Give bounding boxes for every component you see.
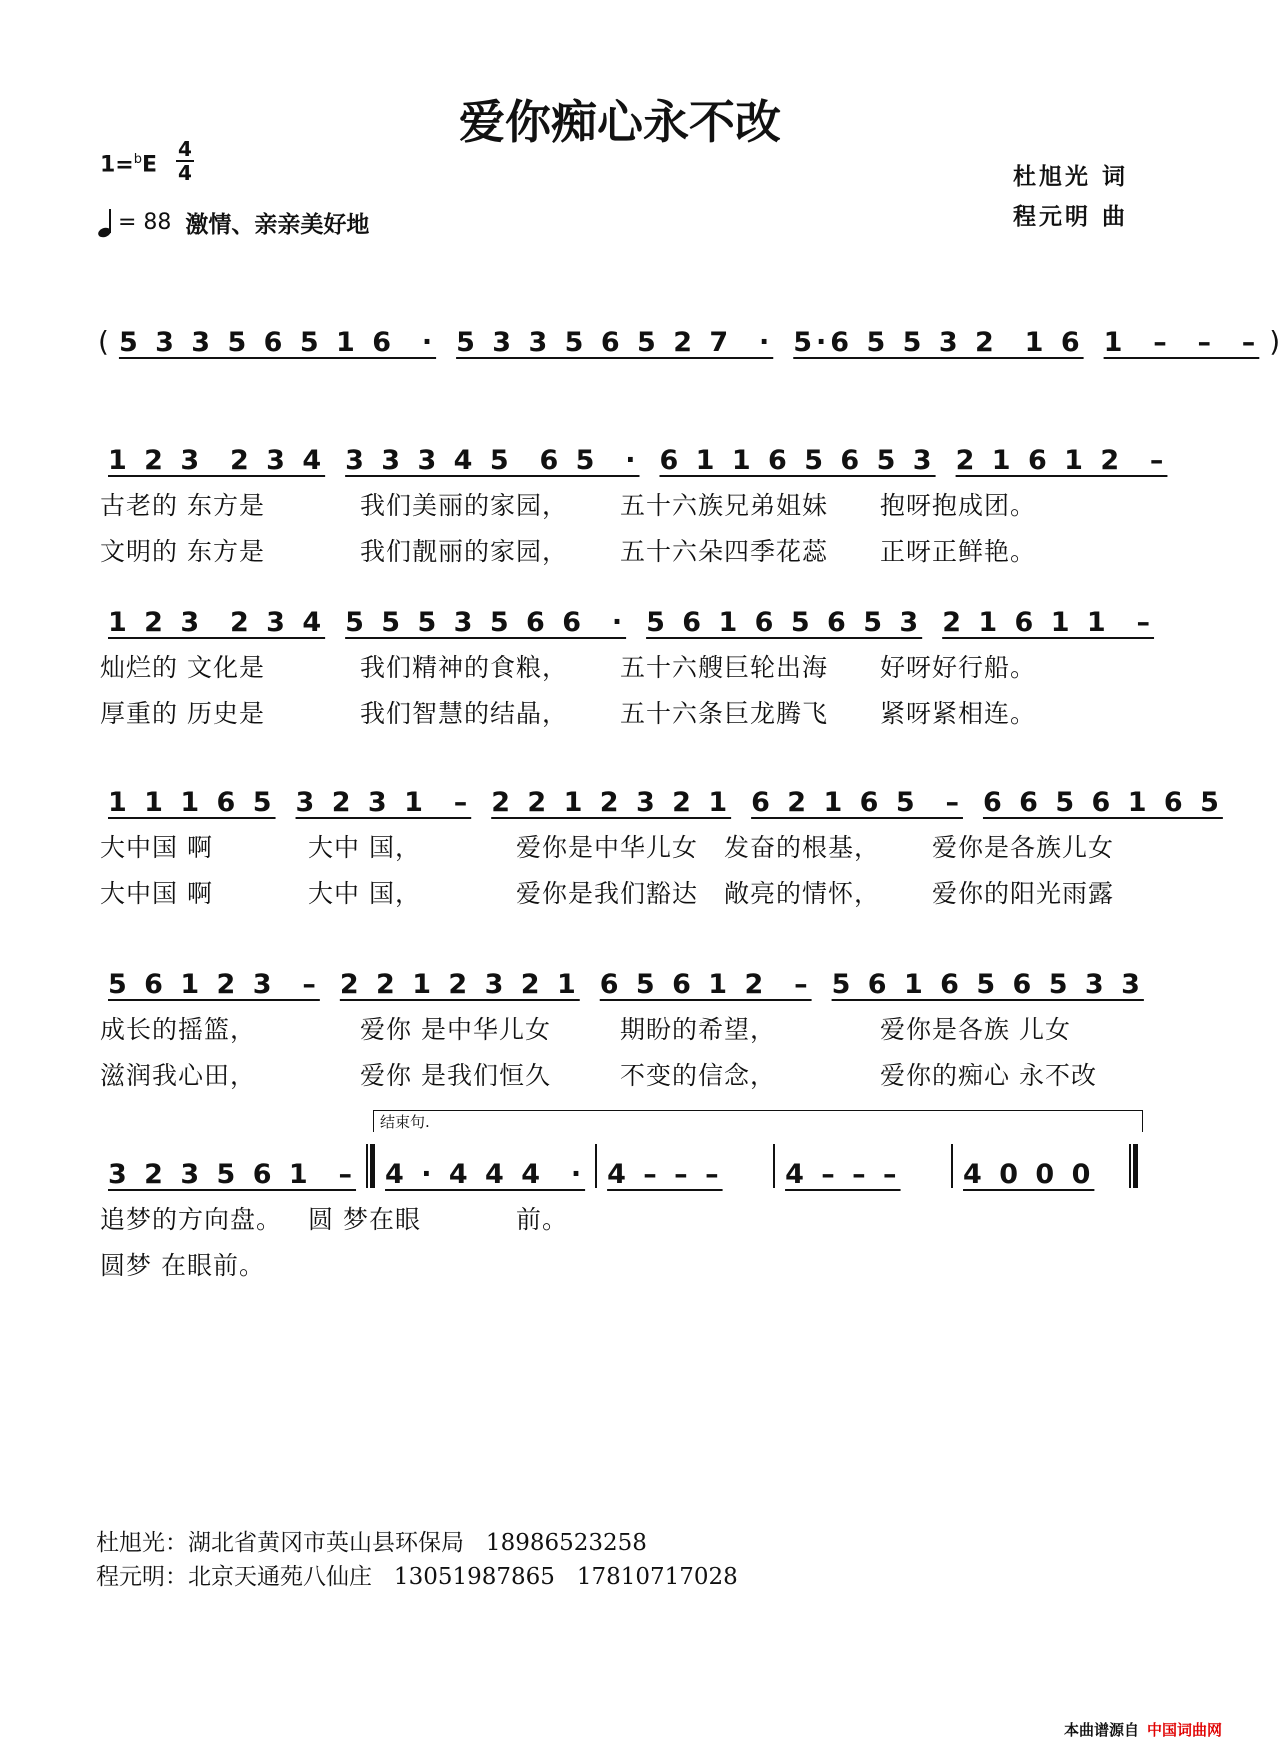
lyrics-row [98, 1010, 1138, 1046]
note-sequence: 5·6 5 5 3 2 1 6 [793, 327, 1084, 358]
lyric-text: 我们美丽的家园， [360, 491, 569, 520]
measure [953, 1159, 1129, 1190]
lyric-text: 抱呀抱成团。 [880, 491, 1037, 520]
measure [446, 327, 783, 358]
measure [98, 1159, 366, 1190]
lyricist-credit: 杜旭光 词 [1012, 163, 1128, 190]
note-sequence: 1 2 3 2 3 4 [108, 445, 326, 476]
lyric-text: 爱你是我们豁达 [516, 879, 699, 908]
lyric-text: 我们精神的食粮， [360, 653, 569, 682]
lyric-text: 大中国 啊 [100, 879, 213, 908]
lyric-text: 五十六条巨龙腾飞 [620, 699, 829, 728]
measure [98, 969, 330, 1000]
measure [481, 787, 741, 818]
note-sequence: 2 1 6 1 2 – [955, 445, 1168, 476]
contact-line: 程元明：北京天通苑八仙庄 13051987865 17810717028 [96, 1564, 738, 1590]
measure [335, 445, 649, 476]
measure [932, 607, 1164, 638]
score-system [98, 300, 1280, 358]
note-sequence: 3 2 3 5 6 1 – [108, 1159, 357, 1190]
note-sequence: 6 2 1 6 5 – [751, 787, 963, 818]
measure [783, 327, 1093, 358]
barline [366, 1144, 375, 1188]
lyric-text: 好呀好行船。 [880, 653, 1037, 682]
measure [946, 445, 1178, 476]
time-signature: 4 4 [176, 140, 194, 182]
lyric-text: 期盼的希望， [620, 1015, 777, 1044]
notes-row [98, 1132, 1138, 1190]
note-sequence: 4 – – – [785, 1159, 901, 1190]
measure [650, 445, 946, 476]
lyric-text: 爱你是中华儿女 [516, 833, 699, 862]
measure [636, 607, 932, 638]
note-sequence: 2 2 1 2 3 2 1 [491, 787, 732, 818]
measure [98, 607, 335, 638]
song-title: 爱你痴心永不改 [459, 95, 781, 149]
source-footer: 本曲谱源自 中国词曲网 [1063, 1721, 1222, 1739]
lyric-text [306, 1246, 514, 1282]
lyrics-row [98, 648, 1138, 684]
measure [1094, 327, 1270, 358]
notes-row [98, 580, 1155, 638]
measure [375, 1159, 595, 1190]
composer-credit: 程元明 曲 [1012, 203, 1128, 230]
lyric-text [722, 1200, 930, 1236]
measure [973, 787, 1233, 818]
quarter-note-icon [98, 209, 114, 237]
note-sequence: 1 2 3 2 3 4 [108, 607, 326, 638]
expression-text: 激情、亲亲美好地 [185, 211, 370, 238]
lyrics-row [98, 486, 1138, 522]
lyrics-row [98, 828, 1138, 864]
note-sequence: 4 – – – [607, 1159, 723, 1190]
note-sequence: 2 1 6 1 1 – [942, 607, 1155, 638]
note-sequence: 1 1 1 6 5 [108, 787, 276, 818]
notes-row [98, 760, 1223, 818]
lyric-text: 爱你 是中华儿女 [360, 1015, 551, 1044]
note-sequence: 5 5 5 3 5 6 6 · [345, 607, 627, 638]
notes-row [98, 418, 1168, 476]
note-sequence: 2 2 1 2 3 2 1 [339, 969, 580, 1000]
note-sequence: 4 0 0 0 [963, 1159, 1095, 1190]
lyrics-row [98, 1200, 1138, 1236]
lyric-text: 圆 梦在眼 [308, 1205, 421, 1234]
note-sequence: 6 6 5 6 1 6 5 [982, 787, 1223, 818]
lyric-text: 爱你的阳光雨露 [932, 879, 1115, 908]
lyric-text [930, 1246, 1138, 1282]
lyric-text: 我们智慧的结晶， [360, 699, 569, 728]
measure [109, 327, 446, 358]
lyrics-row [98, 1246, 1138, 1282]
lyric-text: 爱你是各族 儿女 [880, 1015, 1071, 1044]
lyric-text: 五十六族兄弟姐妹 [620, 491, 829, 520]
note-sequence: 3 2 3 1 – [295, 787, 472, 818]
lyric-text [722, 1246, 930, 1282]
lyric-text [930, 1200, 1138, 1236]
note-sequence: 5 6 1 6 5 6 5 3 3 [831, 969, 1144, 1000]
measure [775, 1159, 951, 1190]
lyric-text: 紧呀紧相连。 [880, 699, 1037, 728]
notes-row [98, 942, 1144, 1000]
lyric-text: 不变的信念， [620, 1061, 777, 1090]
measure [597, 1159, 773, 1190]
measure [286, 787, 482, 818]
measure [98, 787, 286, 818]
ending-bracket: 结束句. [373, 1110, 1143, 1132]
lyric-text [514, 1246, 722, 1282]
lyric-text: 五十六朵四季花蕊 [620, 537, 829, 566]
lyric-text: 成长的摇篮， [100, 1015, 257, 1044]
note-sequence: 5 6 1 6 5 6 5 3 [646, 607, 923, 638]
note-sequence: 5 3 3 5 6 5 1 6 · [118, 327, 437, 358]
lyric-text: 前。 [516, 1205, 569, 1234]
measure [330, 969, 590, 1000]
note-sequence: 6 5 6 1 2 – [599, 969, 812, 1000]
score-system [98, 942, 1144, 1092]
lyric-text: 爱你的痴心 永不改 [880, 1061, 1097, 1090]
notes-row: ( 5 3 3 5 6 5 1 6 · 5 3 3 5 6 5 2 7 · 5·6 5 5 3 2 1 6 1 – – – ) [98, 325, 1280, 358]
lyric-text: 我们靓丽的家园， [360, 537, 569, 566]
lyric-text: 大中国 啊 [100, 833, 213, 862]
note-sequence: 6 1 1 6 5 6 5 3 [659, 445, 936, 476]
lyric-text: 敞亮的情怀， [724, 879, 881, 908]
lyric-text: 灿烂的 文化是 [100, 653, 265, 682]
lyric-text: 古老的 东方是 [100, 491, 265, 520]
lyric-text: 追梦的方向盘。 [100, 1205, 283, 1234]
key-signature: 1=$^b$E [100, 152, 158, 178]
lyrics-row [98, 874, 1138, 910]
measure [335, 607, 636, 638]
lyric-text: 圆梦 在眼前。 [100, 1251, 265, 1280]
note-sequence: 4 · 4 4 4 · [385, 1159, 586, 1190]
measure [822, 969, 1154, 1000]
lyric-text: 大中 国， [308, 833, 421, 862]
measure [741, 787, 973, 818]
barline [1129, 1144, 1138, 1188]
lyric-text: 发奋的根基， [724, 833, 881, 862]
lyric-text: 大中 国， [308, 879, 421, 908]
note-sequence: 3 3 3 4 5 6 5 · [345, 445, 640, 476]
note-sequence: 5 6 1 2 3 – [108, 969, 320, 1000]
measure [590, 969, 822, 1000]
lyrics-row [98, 1056, 1138, 1092]
tempo-marking: = 88 激情、亲亲美好地 [98, 206, 369, 239]
note-sequence: 5 3 3 5 6 5 2 7 · [456, 327, 774, 358]
lyrics-row [98, 532, 1138, 568]
measure [98, 445, 335, 476]
note-sequence: 1 – – – [1103, 327, 1260, 358]
lyric-text: 正呀正鲜艳。 [880, 537, 1037, 566]
lyrics-row [98, 694, 1138, 730]
lyric-text: 五十六艘巨轮出海 [620, 653, 829, 682]
score-system [98, 760, 1223, 910]
lyric-text: 滋润我心田， [100, 1061, 257, 1090]
lyric-text: 厚重的 历史是 [100, 699, 265, 728]
score-system [98, 418, 1168, 568]
contact-line: 杜旭光：湖北省黄冈市英山县环保局 18986523258 [96, 1530, 647, 1556]
score-system [98, 1113, 1138, 1282]
lyric-text: 文明的 东方是 [100, 537, 265, 566]
lyric-text: 爱你是各族儿女 [932, 833, 1115, 862]
lyric-text: 爱你 是我们恒久 [360, 1061, 551, 1090]
score-system [98, 580, 1155, 730]
